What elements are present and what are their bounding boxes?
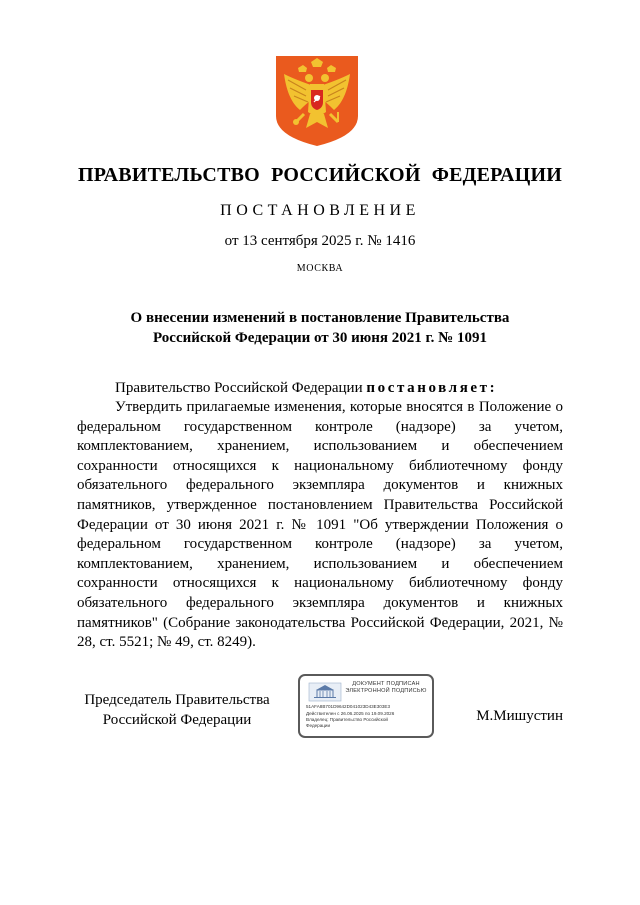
stamp-title <box>342 681 430 695</box>
document-date-number: от 13 сентября 2025 г. № 1416 <box>224 233 416 249</box>
stamp-owner-line-1: Владелец: Правительство Российской <box>306 717 388 722</box>
heading-line-1: О внесении изменений в постановление Правительства <box>130 310 510 326</box>
intro-decree-word: постановляет: <box>366 380 498 396</box>
document-heading <box>60 308 580 348</box>
signer-position-line-2: Российской Федерации <box>102 712 252 728</box>
signer-name: М.Мишустин <box>476 708 563 724</box>
stamp-title-line-2: ЭЛЕКТРОННОЙ ПОДПИСЬЮ <box>345 688 427 694</box>
russian-coat-of-arms-icon <box>276 56 358 146</box>
stamp-validity: Действителен с 26.06.2025 по 19.09.2026 <box>306 711 395 716</box>
stamp-title-line-1: ДОКУМЕНТ ПОДПИСАН <box>352 681 420 687</box>
stamp-owner-line-2: Федерации <box>306 723 331 728</box>
intro-prefix: Правительство Российской Федерации <box>115 380 363 396</box>
decree-intro <box>77 378 563 398</box>
stamp-certificate-number: 51AFA8B701D9642D041023D43E303E3 <box>306 704 391 709</box>
decree-paragraph: Утвердить прилагаемые изменения, которые вносятся в Положение о федеральном государственном контроле (надзоре) за учетом, комплектованием, хранением, использованием и обеспечением сохранности относящихся к национальному библиотечному фонду обязательного федерального экземпляра документов и книжных памятников, утвержденное постановлением Правительства Российской Федерации от 30 июня 2021 г. № 1091 "Об утверждении Положения о федеральном государственном контроле (надзоре) за учетом, комплектованием, хранением, использованием и обеспечением сохранности относящихся к национальному библиотечному фонду обязательного федерального экземпляра документов и книжных памятников" (Собрание законодательства Российской Федерации, 2021, № 28, ст. 5521; № 49, ст. 8249). <box>77 399 563 651</box>
city-label: МОСКВА <box>296 263 344 274</box>
electronic-signature-stamp <box>298 674 434 738</box>
government-building-icon <box>308 682 342 702</box>
document-type: ПОСТАНОВЛЕНИЕ <box>220 202 420 219</box>
heading-line-2: Российской Федерации от 30 июня 2021 г. № 1091 <box>153 330 487 346</box>
signer-position <box>77 690 277 730</box>
signer-position-line-1: Председатель Правительства <box>84 692 270 708</box>
government-title: ПРАВИТЕЛЬСТВО РОССИЙСКОЙ ФЕДЕРАЦИИ <box>78 164 562 186</box>
